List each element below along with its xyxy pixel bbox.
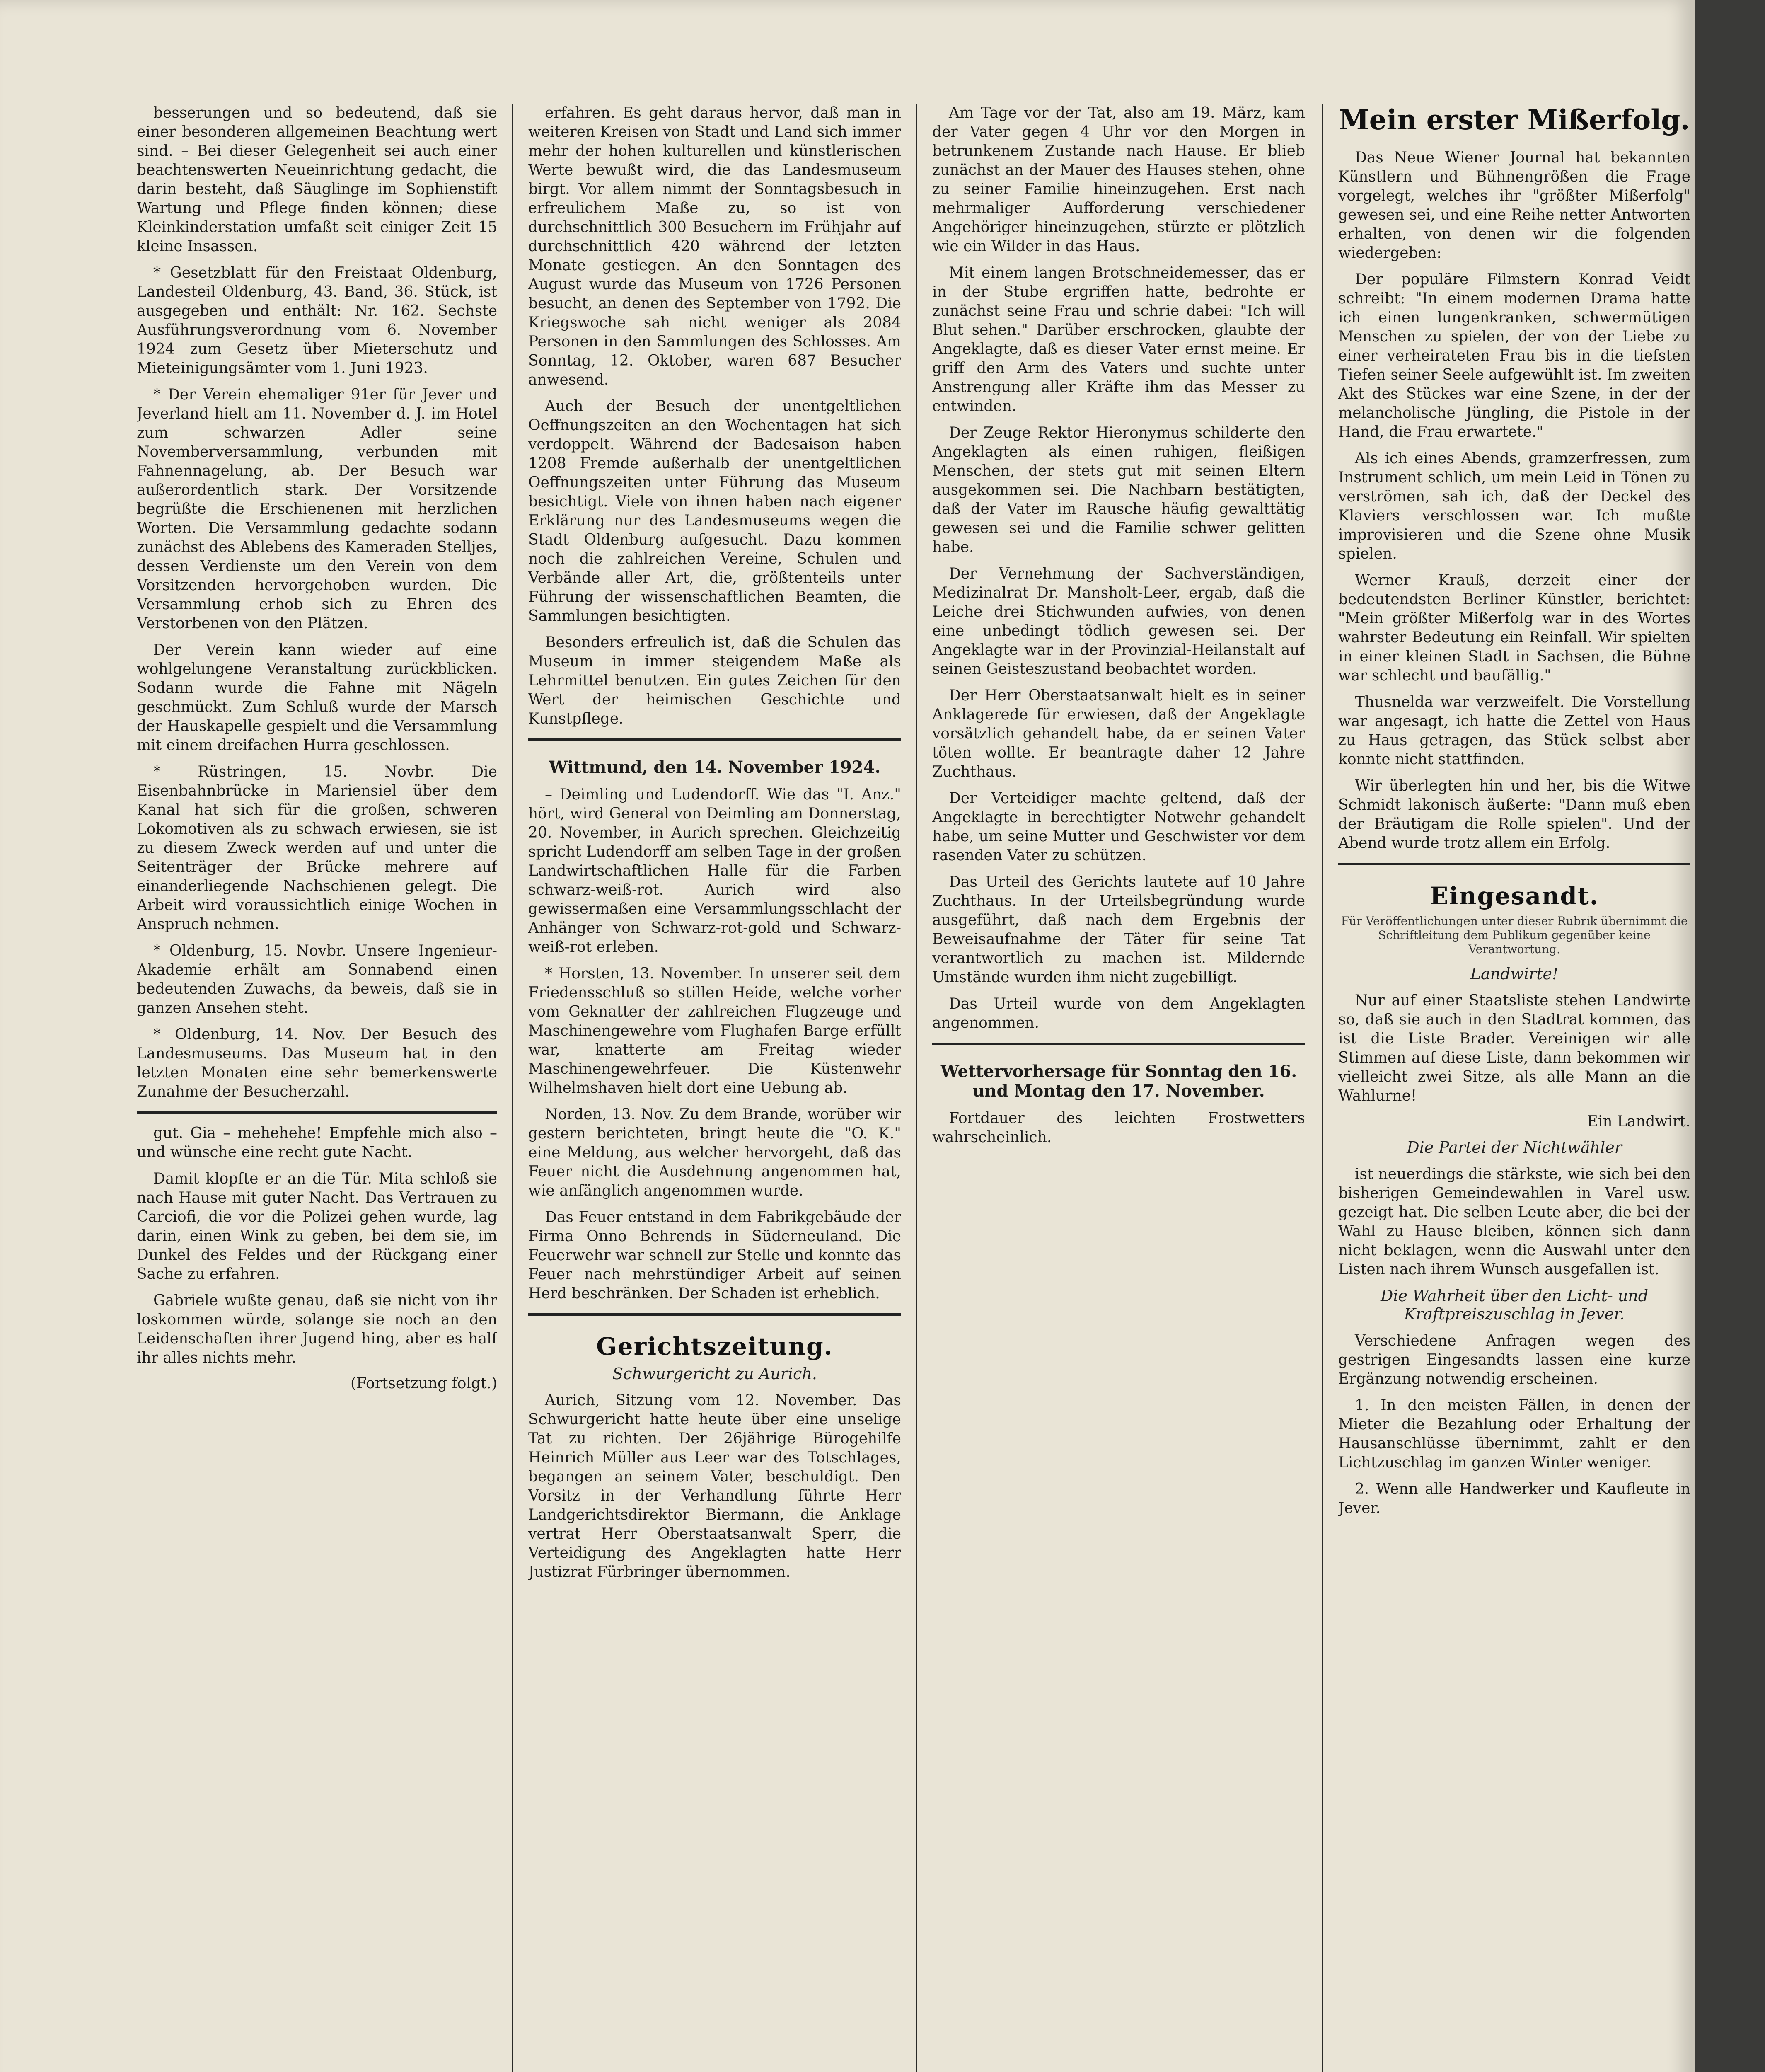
article-paragraph: Norden, 13. Nov. Zu dem Brande, worüber wir gestern berichteten, bringt heute die "O. K." eine Meldung, aus welcher hervorgeht, daß das Feuer nicht die Ausdehnung angenommen hat, wie anfänglich angenommen wurde. (528, 1106, 901, 1199)
section-title: Gerichtszeitung. (596, 1332, 833, 1360)
article-paragraph: Aurich, Sitzung vom 12. November. Das Schwurgericht hatte heute über eine unselige Tat zu richten. Der 26jährige Bürogehilfe Heinrich Müller aus Leer war des Totschlages, begangen an seinem Vater, beschuldigt. Den Vorsitz in der Verhandlung führte Herr Landgerichtsdirektor Biermann, die Anklage vertrat Herr Oberstaatsanwalt Sperr, die Verteidigung des Angeklagten hatte Herr Justizrat Fürbringer übernommen. (528, 1392, 901, 1581)
article-paragraph: Der Herr Oberstaatsanwalt hielt es in seiner Anklagerede für erwiesen, daß der Angeklagte vorsätzlich gehandelt habe, da er seinen Vater töten wollte. Er beantragte daher 12 Jahre Zuchthaus. (932, 687, 1305, 780)
section-title: Eingesandt. (1430, 882, 1599, 910)
section-subtitle: Die Wahrheit über den Licht- und Kraftpreiszuschlag in Jever. (1380, 1287, 1649, 1323)
column-rule (1322, 104, 1323, 2072)
article-paragraph: Der Verein kann wieder auf eine wohlgelungene Veranstaltung zurückblicken. Sodann wurde die Fahne mit Nägeln geschmückt. Zum Schluß wurde der Marsch der Hauskapelle gespielt und die Versammlung mit einem dreifachen Hurra geschlossen. (137, 641, 497, 754)
dateline: Wittmund, den 14. November 1924. (549, 758, 881, 777)
article-paragraph: * Gesetzblatt für den Freistaat Oldenburg, Landesteil Oldenburg, 43. Band, 36. Stück, ist ausgegeben und enthält: Nr. 162. Sechste Ausführungsverordnung vom 6. November 1924 zum Gesetz über Mieterschutz und Mieteinigungsämter vom 1. Juni 1923. (137, 264, 497, 377)
article-paragraph: * Horsten, 13. November. In unserer seit dem Friedensschluß so stillen Heide, welche vorher vom Geknatter der zahlreichen Flugzeuge und Maschinengewehre vom Flughafen Barge erfüllt war, knatterte am Freitag wieder Maschinengewehrfeuer. Die Küstenwehr Wilhelmshaven hielt dort eine Uebung ab. (528, 965, 901, 1097)
article-paragraph: 1. In den meisten Fällen, in denen der Mieter die Bezahlung oder Erhaltung der Hausanschlüsse übernimmt, zahlt er den Lichtzuschlag im ganzen Winter weniger. (1338, 1397, 1690, 1471)
section-divider (1338, 863, 1690, 865)
serial-paragraph: Damit klopfte er an die Tür. Mita schloß sie nach Hause mit guter Nacht. Das Vertrauen zu Carciofi, die vor die Polizei gehen wurde, lag darin, einen Wink zu geben, bei dem sie, im Dunkel des Feldes und der Rückgang einer Sache zu erfahren. (137, 1170, 497, 1283)
weather-forecast: Fortdauer des leichten Frostwetters wahrscheinlich. (932, 1110, 1305, 1146)
scan-edge (1695, 0, 1765, 2072)
article-paragraph: Wir überlegten hin und her, bis die Witwe Schmidt lakonisch äußerte: "Dann muß eben der Bräutigam die Rolle spielen". Und der Abend wurde trotz allem ein Erfolg. (1338, 777, 1690, 852)
signature: Ein Landwirt. (1587, 1113, 1690, 1130)
article-paragraph: 2. Wenn alle Handwerker und Kaufleute in Jever. (1338, 1481, 1690, 1517)
article-paragraph: Verschiedene Anfragen wegen des gestrigen Eingesandts lassen eine kurze Ergänzung notwendig erscheinen. (1338, 1332, 1690, 1387)
article-paragraph: * Der Verein ehemaliger 91er für Jever und Jeverland hielt am 11. November d. J. im Hotel zum schwarzen Adler seine Novemberversammlung, verbunden mit Fahnennagelung, ab. Der Besuch war außerordentlich stark. Der Vorsitzende begrüßte die Erschienenen mit herzlichen Worten. Die Versammlung gedachte sodann zunächst des Ablebens des Kameraden Stelljes, dessen Verdienste um den Verein von dem Vorsitzenden hervorgehoben wurden. Die Versammlung erhob sich zu Ehren des Verstorbenen von den Plätzen. (137, 386, 497, 632)
column-1 (137, 104, 497, 2072)
column-2 (528, 104, 901, 2072)
feuilleton-title: Mein erster Mißerfolg. (1339, 104, 1690, 136)
article-paragraph: Besonders erfreulich ist, daß die Schulen das Museum in immer steigendem Maße als Lehrmittel benutzen. Ein gutes Zeichen für den Wert der heimischen Geschichte und Kunstpflege. (528, 634, 901, 727)
article-paragraph: Der Vernehmung der Sachverständigen, Medizinalrat Dr. Mansholt-Leer, ergab, daß die Leiche drei Stichwunden aufwies, von denen eine unbedingt tödlich gewesen sei. Der Angeklagte war in der Provinzial-Heilanstalt auf seinen Geisteszustand beobachtet worden. (932, 565, 1305, 678)
article-paragraph: Das Feuer entstand in dem Fabrikgebäude der Firma Onno Behrends in Süderneuland. Die Feuerwehr war schnell zur Stelle und konnte das Feuer nach mehrstündiger Arbeit auf seinen Herd beschränken. Der Schaden ist erheblich. (528, 1209, 901, 1302)
article-paragraph: Nur auf einer Staatsliste stehen Landwirte so, daß sie auch in den Stadtrat kommen, das ist die Liste Brader. Vereinigen wir alle Stimmen auf diese Liste, dann bekommen wir vielleicht zwei Sitze, als alle Mann an die Wahlurne! (1338, 992, 1690, 1104)
article-paragraph: erfahren. Es geht daraus hervor, daß man in weiteren Kreisen von Stadt und Land sich immer mehr der hohen kulturellen und künstlerischen Werte bewußt wird, die das Landesmuseum birgt. Vor allem nimmt der Sonntagsbesuch in erfreulichem Maße zu, so ist von durchschnittlich 300 Besuchern im Frühjahr auf durchschnittlich 420 während der letzten Monate gestiegen. An den Sonntagen des August wurde das Museum von 1726 Personen besucht, an denen des September von 1792. Die Kriegswoche sah nicht weniger als 2084 Personen in den Sammlungen des Schlosses. Am Sonntag, 12. Oktober, waren 687 Besucher anwesend. (528, 104, 901, 388)
article-paragraph: Werner Krauß, derzeit einer der bedeutendsten Berliner Künstler, berichtet: "Mein größter Mißerfolg war in des Wortes wahrster Bedeutung ein Reinfall. Wir spielten in einer kleinen Stadt in Sachsen, die Bühne war schlecht und baufällig." (1338, 572, 1690, 684)
article-paragraph: Das Urteil wurde von dem Angeklagten angenommen. (932, 995, 1305, 1031)
article-paragraph: Das Urteil des Gerichts lautete auf 10 Jahre Zuchthaus. In der Urteilsbegründung wurde ausgeführt, daß nach dem Ergebnis der Beweisaufnahme der Täter für seine Tat verantwortlich zu machen ist. Mildernde Umstände wurden ihm nicht zugebilligt. (932, 874, 1305, 986)
article-paragraph: ist neuerdings die stärkste, wie sich bei den bisherigen Gemeindewahlen in Varel usw. gezeigt hat. Die selben Leute aber, die bei der Wahl zu Hause bleiben, können sich dann nicht beklagen, wenn die Auswahl unter den Listen nach ihrem Wunsch ausgefallen ist. (1338, 1166, 1690, 1278)
section-divider (528, 738, 901, 741)
article-paragraph: Auch der Besuch der unentgeltlichen Oeffnungszeiten an den Wochentagen hat sich verdoppelt. Während der Badesaison haben 1208 Fremde außerhalb der unentgeltlichen Oeffnungszeiten unter Führung das Museum besichtigt. Viele von ihnen haben nach eigener Erklärung nur des Landesmuseums wegen die Stadt Oldenburg aufgesucht. Dazu kommen noch die zahlreichen Vereine, Schulen und Verbände aller Art, die, größtenteils unter Führung der wissenschaftlichen Beamten, die Sammlungen besichtigten. (528, 398, 901, 625)
continuation-note: (Fortsetzung folgt.) (351, 1375, 497, 1392)
section-subtitle: Die Partei der Nichtwähler (1407, 1138, 1622, 1157)
section-subtitle: Landwirte! (1470, 965, 1559, 983)
column-4 (1338, 104, 1690, 2072)
article-paragraph: Der Zeuge Rektor Hieronymus schilderte den Angeklagten als einen ruhigen, fleißigen Menschen, der stets gut mit seinen Eltern ausgekommen sei. Die Nachbarn bestätigten, daß der Vater im Rausche häufig gewalttätig gewesen sei und die Familie schwer gelitten habe. (932, 424, 1305, 556)
serial-paragraph: Gabriele wußte genau, daß sie nicht von ihr loskommen würde, solange sie noch an den Leidenschaften ihrer Jugend hing, aber es half ihr alles nichts mehr. (137, 1292, 497, 1366)
article-paragraph: Thusnelda war verzweifelt. Die Vorstellung war angesagt, ich hatte die Zettel von Haus zu Haus getragen, das Stück selbst aber konnte nicht stattfinden. (1338, 694, 1690, 768)
column-rule (916, 104, 917, 2072)
disclaimer: Für Veröffentlichungen unter dieser Rubrik übernimmt die Schriftleitung dem Publikum gegenüber keine Verantwortung. (1341, 914, 1688, 956)
serial-paragraph: gut. Gia – mehehehe! Empfehle mich also – und wünsche eine recht gute Nacht. (137, 1125, 497, 1161)
article-paragraph: Mit einem langen Brotschneidemesser, das er in der Stube ergriffen hatte, bedrohte er zunächst seine Frau und schrie dabei: "Ich will Blut sehen." Darüber erschrocken, glaubte der Angeklagte, daß es dieser Vater ernst meine. Er griff den Arm des Vaters und suchte unter Anstrengung aller Kräfte ihm das Messer zu entwinden. (932, 264, 1305, 415)
article-paragraph: Als ich eines Abends, gramzerfressen, zum Instrument schlich, um mein Leid in Tönen zu verströmen, sah ich, daß der Deckel des Klaviers verschlossen war. Ich mußte improvisieren und die Szene ohne Musik spielen. (1338, 450, 1690, 562)
article-paragraph: * Oldenburg, 14. Nov. Der Besuch des Landesmuseums. Das Museum hat in den letzten Monaten eine sehr bemerkenswerte Zunahme der Besucherzahl. (137, 1026, 497, 1100)
section-divider (137, 1111, 497, 1114)
column-3 (932, 104, 1305, 2072)
section-subtitle: Schwurgericht zu Aurich. (612, 1365, 817, 1383)
column-rule (512, 104, 513, 2072)
article-paragraph: Der Verteidiger machte geltend, daß der Angeklagte in berechtigter Notwehr gehandelt habe, um seine Mutter und Geschwister vor dem rasenden Vater zu schützen. (932, 790, 1305, 864)
section-divider (528, 1313, 901, 1316)
article-paragraph: Am Tage vor der Tat, also am 19. März, kam der Vater gegen 4 Uhr vor den Morgen in betrunkenem Zustande nach Hause. Er blieb zunächst an der Mauer des Hauses stehen, ohne zu seiner Familie hineinzugehen. Erst nach mehrmaliger Aufforderung verschiedener Angehöriger hineinzugehen, stürzte er plötzlich wie ein Wilder in das Haus. (932, 104, 1305, 255)
article-paragraph: – Deimling und Ludendorff. Wie das "I. Anz." hört, wird General von Deimling am Donnerstag, 20. November, in Aurich sprechen. Gleichzeitig spricht Ludendorff am selben Tage in der großen Landwirtschaftlichen Halle für die Farben schwarz-weiß-rot. Aurich wird also gewissermaßen eine Versammlungsschlacht der Anhänger von Schwarz-rot-gold und Schwarz-weiß-rot erleben. (528, 786, 901, 956)
article-paragraph: * Oldenburg, 15. Novbr. Unsere Ingenieur-Akademie erhält am Sonnabend einen bedeutenden Zuwachs, da beweis, daß sie in ganzen Ansehen steht. (137, 942, 497, 1017)
section-divider (932, 1043, 1305, 1045)
article-paragraph: Das Neue Wiener Journal hat bekannten Künstlern und Bühnengrößen die Frage vorgelegt, welches ihr "größter Mißerfolg" gewesen sei, und eine Reihe netter Antworten erhalten, von denen wir die folgenden wiedergeben: (1338, 149, 1690, 261)
article-paragraph: besserungen und so bedeutend, daß sie einer besonderen allgemeinen Beachtung wert sind. – Bei dieser Gelegenheit sei auch einer beachtenswerten Neueinrichtung gedacht, die darin besteht, daß Säuglinge im Sophienstift Wartung und Pflege finden können; diese Kleinkinderstation umfaßt seit einiger Zeit 15 kleine Insassen. (137, 104, 497, 255)
article-paragraph: * Rüstringen, 15. Novbr. Die Eisenbahnbrücke in Mariensiel über dem Kanal hat sich für die großen, schweren Lokomotiven als zu schwach erwiesen, sie ist zu diesem Zweck werden auf und unter die Seitenträger der Brücke mehrere auf einanderliegende Nachschienen gelegt. Die Arbeit wird voraussichtlich einige Wochen in Anspruch nehmen. (137, 763, 497, 933)
article-paragraph: Der populäre Filmstern Konrad Veidt schreibt: "In einem modernen Drama hatte ich einen lungenkranken, schwermütigen Menschen zu spielen, der von der Liebe zu einer verheirateten Frau bis in die tiefsten Tiefen seiner Seele aufgewühlt ist. Im zweiten Akt des Stückes war eine Szene, in der der melancholische Jüngling, die Pistole in der Hand, die Frau erwartete." (1338, 271, 1690, 441)
weather-heading: Wettervorhersage für Sonntag den 16. und Montag den 17. November. (940, 1062, 1297, 1101)
